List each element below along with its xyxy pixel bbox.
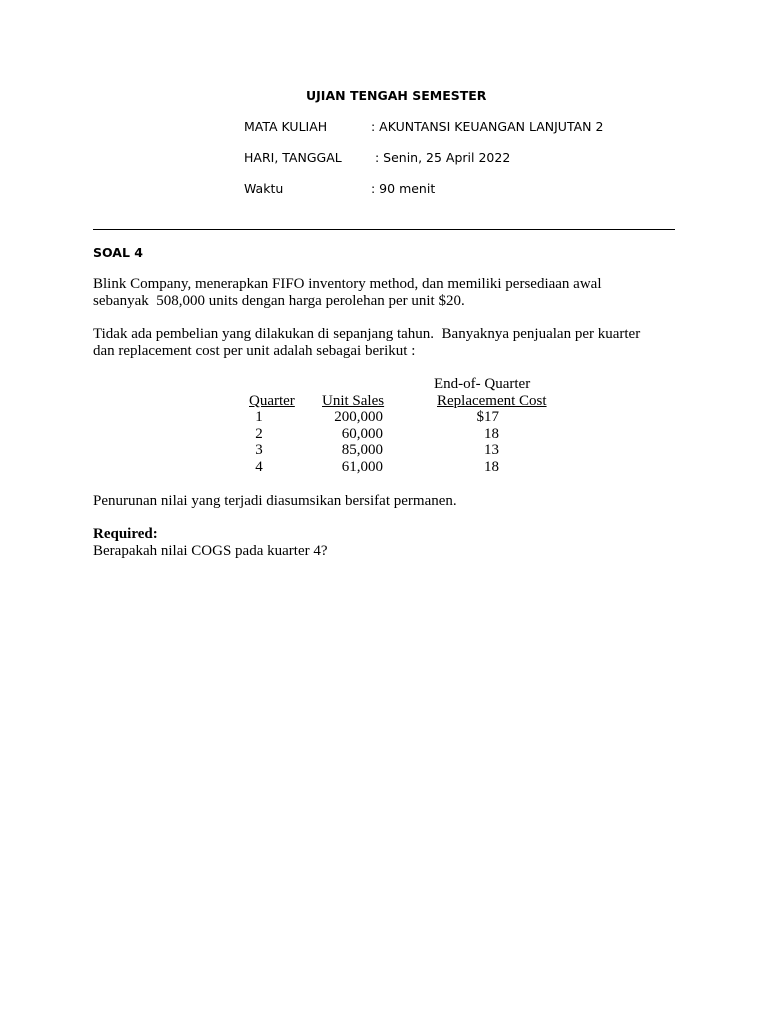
- time-value: : 90 menit: [371, 181, 436, 196]
- table-row-sales: 200,000: [334, 409, 383, 425]
- question-paragraph-2: [93, 326, 683, 359]
- table-row-quarter: 4: [255, 459, 263, 475]
- header-divider: [93, 229, 675, 230]
- table-header-replacement-cost: Replacement Cost: [437, 393, 547, 409]
- question-number: SOAL 4: [93, 245, 143, 260]
- table-row-sales: 60,000: [341, 426, 383, 442]
- table-row-quarter: 1: [255, 409, 263, 425]
- table-row-quarter: 3: [255, 442, 263, 458]
- course-value: : AKUNTANSI KEUANGAN LANJUTAN 2: [371, 119, 604, 134]
- para2-line-2: dan replacement cost per unit adalah sebagai berikut :: [93, 342, 416, 359]
- table-row-cost: 13: [484, 442, 499, 458]
- table-row-sales: 61,000: [341, 459, 383, 475]
- time-label: Waktu: [244, 181, 284, 196]
- date-label: HARI, TANGGAL: [244, 150, 342, 165]
- intro-line-1: Blink Company, menerapkan FIFO inventory method, dan memiliki persediaan awal: [93, 276, 602, 292]
- impairment-note: Penurunan nilai yang terjadi diasumsikan bersifat permanen.: [93, 493, 457, 509]
- intro-line-2: sebanyak 508,000 units dengan harga perolehan per unit $20.: [93, 292, 465, 309]
- required-question: Berapakah nilai COGS pada kuarter 4?: [93, 543, 328, 559]
- date-value: : Senin, 25 April 2022: [371, 150, 511, 165]
- table-row-cost: 18: [484, 459, 499, 475]
- table-row-cost: $17: [476, 409, 499, 425]
- course-label: MATA KULIAH: [244, 119, 328, 134]
- table-row-quarter: 2: [255, 426, 263, 442]
- para2-line-1: Tidak ada pembelian yang dilakukan di sepanjang tahun. Banyaknya penjualan per kuarter: [93, 326, 641, 342]
- exam-title: UJIAN TENGAH SEMESTER: [306, 88, 487, 103]
- required-label: Required:: [93, 526, 158, 542]
- table-row-sales: 85,000: [341, 442, 383, 458]
- table-header-end-of-quarter: End-of- Quarter: [434, 376, 531, 392]
- question-intro: [93, 276, 683, 309]
- table-row-cost: 18: [484, 426, 499, 442]
- table-header-unit-sales: Unit Sales: [322, 393, 385, 409]
- table-header-quarter: Quarter: [249, 393, 295, 409]
